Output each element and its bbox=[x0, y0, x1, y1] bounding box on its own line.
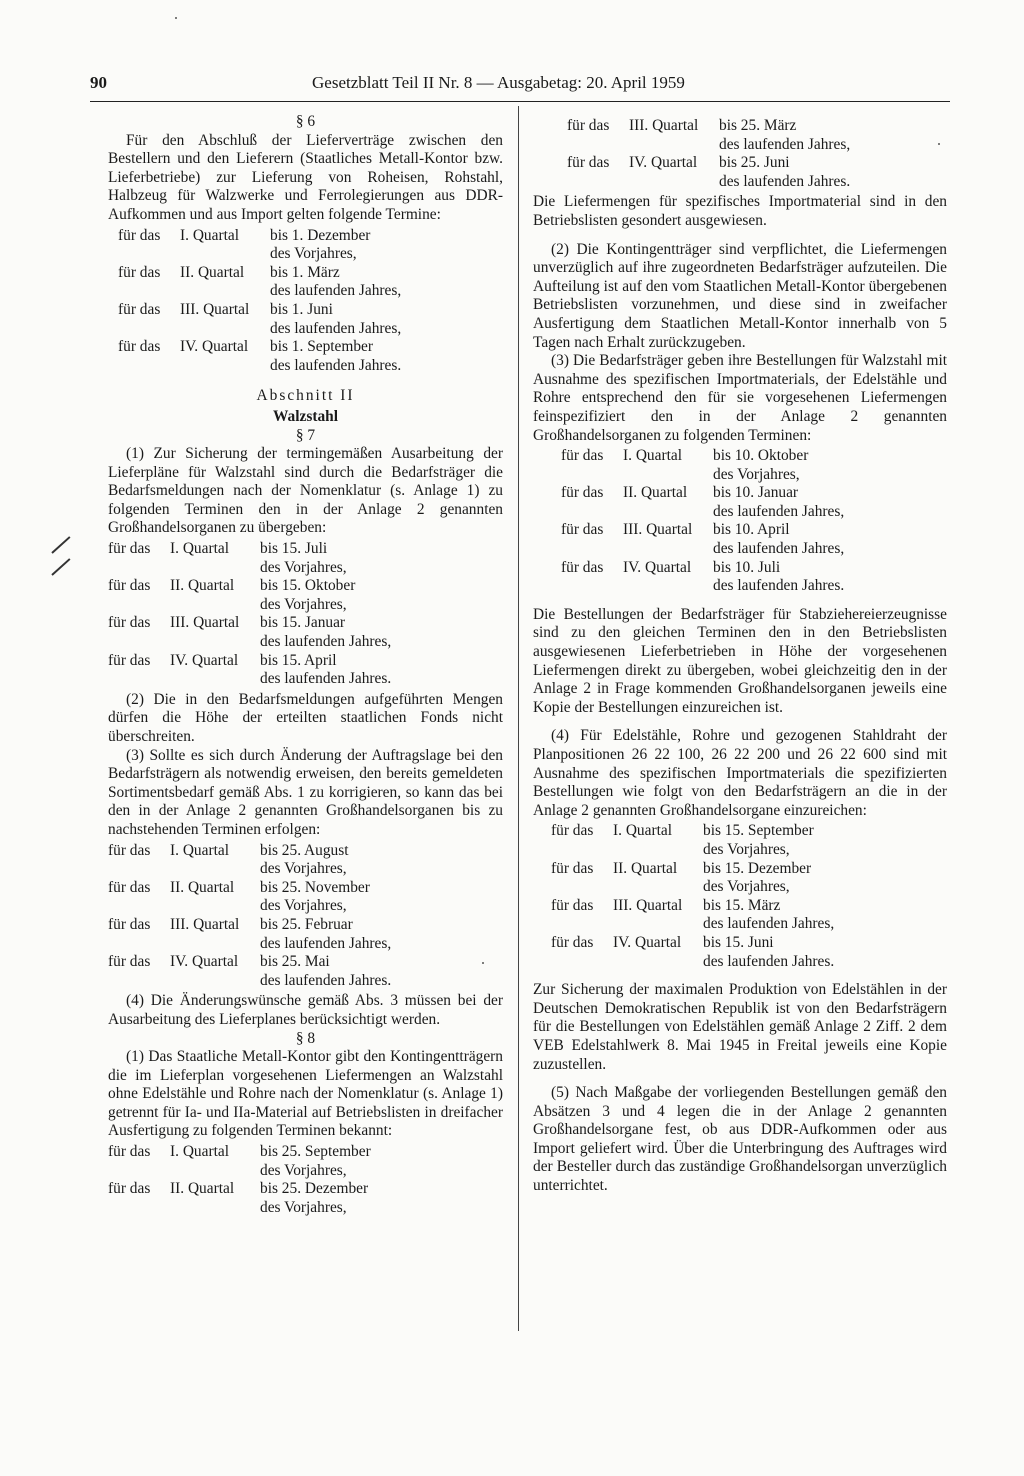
schedule-quarter: III. Quartal bbox=[613, 896, 683, 914]
schedule-deadline: bis 1. Dezember bbox=[270, 226, 371, 244]
schedule-prefix: für das bbox=[108, 878, 151, 896]
paragraph: Zur Sicherung der maximalen Produktion von Edelstählen in der Deutschen Demokratischen Republik ist von den Bedarfsträgern für die Bestellungen von Edelstählen gemäß Anlage 2 Ziff. 2 dem VEB Edelstahlwerk 8. Mai 1945 in Freital jeweils eine Kopie zuzustellen. bbox=[533, 981, 947, 1073]
schedule-row bbox=[551, 934, 947, 953]
schedule-quarter: IV. Quartal bbox=[170, 651, 239, 669]
schedule-quarter: IV. Quartal bbox=[613, 933, 682, 951]
schedule bbox=[533, 447, 947, 596]
page-number: 90 bbox=[90, 73, 107, 92]
schedule-year: des laufenden Jahres, bbox=[270, 282, 402, 300]
schedule-year: des laufenden Jahres. bbox=[713, 577, 845, 595]
schedule-deadline: bis 15. April bbox=[260, 651, 337, 669]
schedule-deadline: bis 25. Juni bbox=[719, 154, 790, 172]
schedule-prefix: für das bbox=[108, 953, 151, 971]
schedule-deadline: bis 10. Oktober bbox=[713, 447, 809, 465]
schedule-row bbox=[108, 879, 503, 898]
schedule-row bbox=[561, 559, 947, 578]
schedule bbox=[108, 842, 503, 991]
header-rule bbox=[90, 101, 950, 102]
schedule-year: des laufenden Jahres, bbox=[270, 319, 402, 337]
schedule-prefix: für das bbox=[118, 226, 161, 244]
schedule-deadline: bis 1. September bbox=[270, 338, 374, 356]
schedule-deadline: bis 15. März bbox=[703, 896, 781, 914]
schedule-prefix: für das bbox=[561, 484, 604, 502]
schedule-deadline: bis 25. Februar bbox=[260, 915, 353, 933]
schedule bbox=[108, 540, 503, 689]
schedule-row bbox=[118, 338, 503, 357]
schedule-row bbox=[118, 227, 503, 246]
paragraph: (4) Die Änderungswünsche gemäß Abs. 3 müssen bei der Ausarbeitung des Lieferplanes berücksichtigt werden. bbox=[108, 992, 503, 1028]
schedule-quarter: I. Quartal bbox=[613, 822, 672, 840]
schedule-row bbox=[551, 822, 947, 841]
schedule-year: des Vorjahres, bbox=[703, 840, 790, 858]
schedule-quarter: I. Quartal bbox=[623, 447, 682, 465]
schedule-quarter: II. Quartal bbox=[170, 577, 235, 595]
schedule-prefix: für das bbox=[551, 896, 594, 914]
schedule-deadline: bis 25. August bbox=[260, 841, 349, 859]
schedule-row bbox=[108, 1180, 503, 1199]
schedule-quarter: IV. Quartal bbox=[629, 154, 698, 172]
schedule-row bbox=[561, 447, 947, 466]
schedule-prefix: für das bbox=[108, 915, 151, 933]
schedule-year: des laufenden Jahres, bbox=[260, 633, 392, 651]
schedule bbox=[108, 1143, 503, 1217]
schedule-row bbox=[108, 652, 503, 671]
schedule bbox=[533, 822, 947, 971]
schedule-deadline: bis 15. Dezember bbox=[703, 859, 812, 877]
schedule-prefix: für das bbox=[118, 300, 161, 318]
schedule-year: des laufenden Jahres, bbox=[260, 934, 392, 952]
schedule-quarter: II. Quartal bbox=[170, 878, 235, 896]
schedule-quarter: III. Quartal bbox=[180, 300, 250, 318]
schedule-prefix: für das bbox=[108, 1180, 151, 1198]
schedule-quarter: II. Quartal bbox=[180, 263, 245, 281]
schedule-deadline: bis 15. Juli bbox=[260, 540, 328, 558]
right-column bbox=[533, 117, 947, 1196]
section-heading: § 8 bbox=[295, 1029, 316, 1047]
schedule-quarter: IV. Quartal bbox=[180, 338, 249, 356]
schedule-year: des laufenden Jahres. bbox=[260, 670, 392, 688]
schedule-row bbox=[567, 154, 947, 173]
margin-mark bbox=[51, 558, 70, 576]
schedule-year: des Vorjahres, bbox=[270, 245, 357, 263]
schedule-year: des Vorjahres, bbox=[713, 465, 800, 483]
schedule-prefix: für das bbox=[561, 521, 604, 539]
schedule-quarter: III. Quartal bbox=[170, 614, 240, 632]
schedule-deadline: bis 15. Oktober bbox=[260, 577, 356, 595]
paragraph: (1) Zur Sicherung der termingemäßen Ausarbeitung der Lieferpläne für Walzstahl sind durch die Bedarfsträger die Bedarfsmeldungen nach der Nomenklatur (s. Anlage 1) zu folgenden Terminen den in der Anlage 2 genannten Großhandelsorganen zu übergeben: bbox=[108, 445, 503, 537]
schedule-year: des Vorjahres, bbox=[260, 1198, 347, 1216]
schedule-row bbox=[561, 521, 947, 540]
schedule-deadline: bis 15. September bbox=[703, 822, 814, 840]
schedule-prefix: für das bbox=[118, 263, 161, 281]
schedule-deadline: bis 10. Januar bbox=[713, 484, 799, 502]
scan-speck bbox=[175, 17, 177, 19]
schedule-quarter: II. Quartal bbox=[170, 1180, 235, 1198]
schedule-row bbox=[108, 577, 503, 596]
section-heading: § 6 bbox=[295, 113, 316, 130]
schedule-prefix: für das bbox=[567, 117, 610, 134]
column-divider bbox=[518, 106, 519, 1331]
schedule-year: des laufenden Jahres. bbox=[703, 952, 835, 970]
schedule-year: des Vorjahres, bbox=[703, 878, 790, 896]
schedule-row bbox=[567, 117, 947, 136]
paragraph: (1) Das Staatliche Metall-Kontor gibt den Kontingentträgern die im Lieferplan vorgesehenen Liefermengen an Walzstahl ohne Edelstähle und Rohre nach der Nomenklatur (s. Anlage 1) getrennt für Ia- und IIa-Material auf Betriebslisten in dreifacher Ausfertigung zu folgenden Terminen bekannt: bbox=[108, 1048, 503, 1140]
schedule-quarter: I. Quartal bbox=[180, 226, 239, 244]
schedule-deadline: bis 1. Juni bbox=[270, 300, 333, 318]
schedule-row bbox=[108, 953, 503, 972]
schedule-year: des laufenden Jahres, bbox=[719, 135, 851, 153]
schedule-row bbox=[108, 1143, 503, 1162]
schedule-deadline: bis 15. Januar bbox=[260, 614, 346, 632]
schedule-prefix: für das bbox=[551, 859, 594, 877]
section-title: Walzstahl bbox=[273, 407, 338, 425]
schedule-quarter: IV. Quartal bbox=[623, 558, 692, 576]
page-header bbox=[90, 74, 950, 100]
schedule-year: des laufenden Jahres, bbox=[713, 502, 845, 520]
schedule-deadline: bis 15. Juni bbox=[703, 933, 774, 951]
schedule bbox=[108, 227, 503, 376]
schedule-row bbox=[561, 484, 947, 503]
schedule-quarter: III. Quartal bbox=[170, 915, 240, 933]
schedule-deadline: bis 25. Dezember bbox=[260, 1180, 369, 1198]
paragraph: (5) Nach Maßgabe der vorliegenden Bestellungen gemäß den Absätzen 3 und 4 legen die in der Anlage 2 genannten Großhandelsorgane fest, ob aus DDR-Aufkommen oder aus Import geliefert wird. Über die Unterbringung des Auftrages wird der Besteller durch das zuständige Großhandelsorgan unverzüglich unterrichtet. bbox=[533, 1084, 947, 1195]
paragraph: Die Bestellungen der Bedarfsträger für Stabziehereierzeugnisse sind zu den gleichen Terminen den in den Betriebslisten ausgewiesenen Lieferbetrieben in Höhe der vorgesehenen Liefermengen direkt zu übergeben, wobei gleichzeitig den in der Anlage 2 in Frage kommenden Großhandelsorganen jeweils eine Kopie der Bestellungen einzureichen ist. bbox=[533, 605, 947, 716]
header-title: Gesetzblatt Teil II Nr. 8 — Ausgabetag: 20. April 1959 bbox=[312, 73, 685, 92]
schedule-row bbox=[108, 916, 503, 935]
schedule-quarter: III. Quartal bbox=[629, 117, 699, 134]
schedule-prefix: für das bbox=[108, 540, 151, 558]
schedule-year: des Vorjahres, bbox=[260, 595, 347, 613]
schedule-prefix: für das bbox=[108, 614, 151, 632]
schedule-year: des Vorjahres, bbox=[260, 897, 347, 915]
paragraph: (2) Die Kontingentträger sind verpflichtet, die Liefermengen unverzüglich auf ihre zugeordneten Bedarfsträger aufzuteilen. Die Aufteilung ist auf den vom Staatlichen Metall-Kontor übergebenen Betriebslisten vorzunehmen, und diese sind in zweifacher Ausfertigung dem Staatlichen Metall-Kontor innerhalb von 5 Tagen nach Erhalt zurückzugeben. bbox=[533, 240, 947, 351]
schedule-prefix: für das bbox=[108, 841, 151, 859]
schedule bbox=[533, 117, 947, 191]
schedule-prefix: für das bbox=[108, 651, 151, 669]
schedule-row bbox=[108, 540, 503, 559]
schedule-year: des laufenden Jahres. bbox=[260, 971, 392, 989]
schedule-quarter: I. Quartal bbox=[170, 1143, 229, 1161]
left-column bbox=[108, 113, 503, 1219]
schedule-quarter: II. Quartal bbox=[613, 859, 678, 877]
schedule-prefix: für das bbox=[561, 447, 604, 465]
schedule-year: des laufenden Jahres, bbox=[703, 915, 835, 933]
schedule-deadline: bis 10. April bbox=[713, 521, 790, 539]
paragraph: (3) Die Bedarfsträger geben ihre Bestellungen für Walzstahl mit Ausnahme des spezifischen Importmaterials, der Edelstähle und Rohre entsprechend den für sie vorgesehenen Liefermengen feinspezifiziert den in der Anlage 2 genannten Großhandelsorganen zu folgenden Terminen: bbox=[533, 352, 947, 444]
section-heading: Abschnitt II bbox=[256, 387, 355, 405]
schedule-row bbox=[551, 897, 947, 916]
schedule-deadline: bis 1. März bbox=[270, 263, 340, 281]
schedule-prefix: für das bbox=[561, 558, 604, 576]
schedule-quarter: III. Quartal bbox=[623, 521, 693, 539]
schedule-year: des laufenden Jahres, bbox=[713, 540, 845, 558]
schedule-quarter: I. Quartal bbox=[170, 841, 229, 859]
schedule-row bbox=[551, 860, 947, 879]
schedule-quarter: IV. Quartal bbox=[170, 953, 239, 971]
schedule-year: des laufenden Jahres. bbox=[270, 356, 402, 374]
margin-mark bbox=[51, 536, 70, 554]
schedule-deadline: bis 25. November bbox=[260, 878, 370, 896]
schedule-row bbox=[108, 614, 503, 633]
schedule-year: des Vorjahres, bbox=[260, 1161, 347, 1179]
schedule-year: des laufenden Jahres. bbox=[719, 172, 851, 190]
paragraph: Die Liefermengen für spezifisches Importmaterial sind in den Betriebslisten gesondert ausgewiesen. bbox=[533, 193, 947, 229]
schedule-quarter: I. Quartal bbox=[170, 540, 229, 558]
schedule-deadline: bis 25. März bbox=[719, 117, 797, 134]
schedule-row bbox=[108, 842, 503, 861]
schedule-deadline: bis 25. Mai bbox=[260, 953, 330, 971]
schedule-prefix: für das bbox=[118, 338, 161, 356]
schedule-prefix: für das bbox=[551, 822, 594, 840]
paragraph: (4) Für Edelstähle, Rohre und gezogenen Stahldraht der Planpositionen 26 22 100, 26 22 200 und 26 22 600 sind mit Ausnahme des spezifischen Importmaterials die spezifizierten Bestellungen wie folgt von den Bedarfsträgern an die in der Anlage 2 genannten Großhandelsorgane einzureichen: bbox=[533, 727, 947, 819]
section-heading: § 7 bbox=[295, 426, 316, 444]
schedule-prefix: für das bbox=[108, 1143, 151, 1161]
schedule-prefix: für das bbox=[567, 154, 610, 172]
paragraph: (2) Die in den Bedarfsmeldungen aufgeführten Mengen dürfen die Höhe der erteilten staatlichen Fonds nicht überschreiten. bbox=[108, 690, 503, 745]
paragraph: (3) Sollte es sich durch Änderung der Auftragslage bei den Bedarfsträgern als notwendig erweisen, den bereits gemeldeten Sortimentsbedarf gemäß Abs. 1 zu korrigieren, so kann das bei den in der Anlage 2 genannten Großhandelsorganen bis zu nachstehenden Terminen erfolgen: bbox=[108, 746, 503, 838]
schedule-quarter: II. Quartal bbox=[623, 484, 688, 502]
paragraph: Für den Abschluß der Lieferverträge zwischen den Bestellern und den Lieferern (Staatliches Metall-Kontor bzw. Lieferbetriebe) zur Lieferung von Roheisen, Rohstahl, Halbzeug für Walzwerke und Ferrolegierungen aus DDR-Aufkommen und aus Import gelten folgende Termine: bbox=[108, 131, 503, 223]
schedule-prefix: für das bbox=[108, 577, 151, 595]
schedule-row bbox=[118, 301, 503, 320]
schedule-deadline: bis 10. Juli bbox=[713, 558, 781, 576]
schedule-row bbox=[118, 264, 503, 283]
schedule-year: des Vorjahres, bbox=[260, 558, 347, 576]
schedule-prefix: für das bbox=[551, 933, 594, 951]
schedule-deadline: bis 25. September bbox=[260, 1143, 371, 1161]
schedule-year: des Vorjahres, bbox=[260, 860, 347, 878]
